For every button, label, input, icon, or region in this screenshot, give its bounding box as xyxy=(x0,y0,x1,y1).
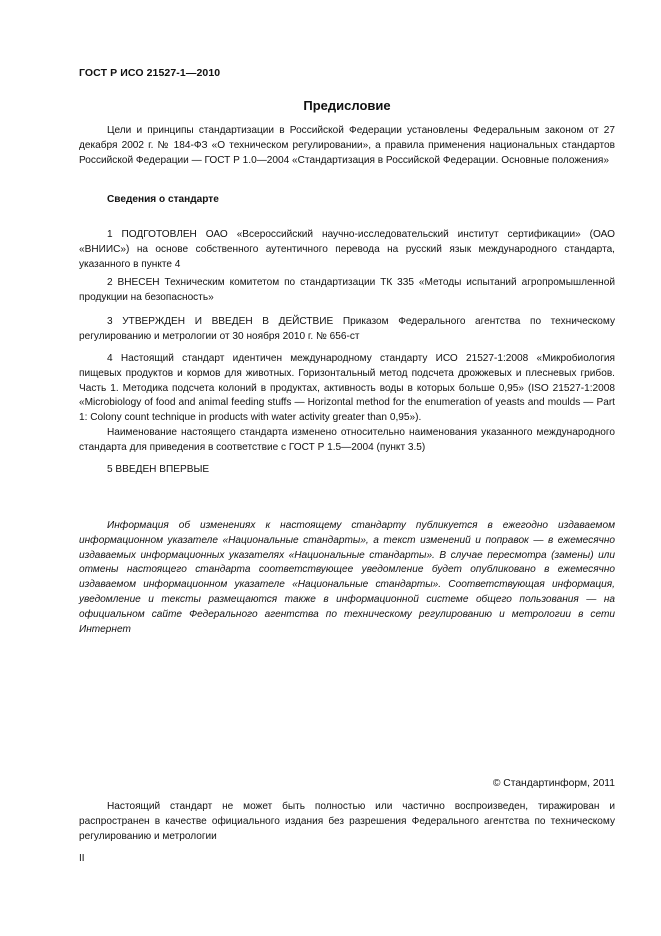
copyright-line: © Стандартинформ, 2011 xyxy=(492,778,615,789)
info-notice-paragraph: Информация об изменениях к настоящему стандарту публикуется в ежегодно издаваемом информационном указателе «Национальные стандарты», а текст изменений и поправок — в ежемесячно издаваемых информационных указателях «Национальные стандарты». В случае пересмотра (замены) или отмены настоящего стандарта соответствующее уведомление будет опубликовано в ежемесячно издаваемом информационном указателе «Национальные стандарты». Соответствующая информация, уведомление и тексты размещаются также в информационной системе общего пользования — на официальном сайте Федерального агентства по техническому регулированию и метрологии в сети Интернет xyxy=(79,520,615,635)
item-2-block xyxy=(79,276,615,306)
item-2-paragraph: 2 ВНЕСЕН Техническим комитетом по стандартизации ТК 335 «Методы испытаний агропромышленной продукции на безопасность» xyxy=(79,277,615,303)
page-title: Предисловие xyxy=(303,98,391,113)
reproduction-notice-paragraph: Настоящий стандарт не может быть полностью или частично воспроизведен, тиражирован и распространен в качестве официального издания без разрешения Федерального агентства по техническому регулированию и метрологии xyxy=(79,801,615,842)
intro-block xyxy=(79,124,615,168)
section-subheading: Сведения о стандарте xyxy=(107,194,219,205)
subheading-block xyxy=(79,193,615,208)
item-4-paragraph: 4 Настоящий стандарт идентичен международному стандарту ИСО 21527-1:2008 «Микробиология пищевых продуктов и кормов для животных. Горизонтальный метод подсчета дрожжевых и плесневых грибов. Часть 1. Методика подсчета колоний в продуктах, активность воды в которых больше 0,95» (ISO 21527-1:2008 «Microbiology of food and animal feeding stuffs — Horizontal method for the enumeration of yeasts and moulds — Part 1: Colony count technique in products with water activity greater than 0,95»). xyxy=(79,353,615,424)
item-5-paragraph: 5 ВВЕДЕН ВПЕРВЫЕ xyxy=(107,464,210,475)
item-1-block xyxy=(79,228,615,272)
item-4-block xyxy=(79,352,615,456)
page-number: II xyxy=(79,853,85,864)
item-5-block xyxy=(79,463,615,478)
intro-paragraph: Цели и принципы стандартизации в Российской Федерации установлены Федеральным законом от 27 декабря 2002 г. № 184-ФЗ «О техническом регулировании», а правила применения национальных стандартов Российской Федерации — ГОСТ Р 1.0—2004 «Стандартизация в Российской Федерации. Основные положения» xyxy=(79,125,615,166)
item-3-paragraph: 3 УТВЕРЖДЕН И ВВЕДЕН В ДЕЙСТВИЕ Приказом Федерального агентства по техническому регулированию и метрологии от 30 ноября 2010 г. № 656-ст xyxy=(79,316,615,342)
item-3-block xyxy=(79,315,615,345)
item-4-note-paragraph: Наименование настоящего стандарта изменено относительно наименования указанного международного стандарта для приведения в соответствие с ГОСТ Р 1.5—2004 (пункт 3.5) xyxy=(79,426,615,453)
item-1-paragraph: 1 ПОДГОТОВЛЕН ОАО «Всероссийский научно-исследовательский институт сертификации» (ОАО «ВНИИС») на основе собственного аутентичного перевода на русский язык международного стандарта, указанного в пункте 4 xyxy=(79,229,615,270)
reproduction-notice-block xyxy=(79,800,615,844)
standard-code-header: ГОСТ Р ИСО 21527-1—2010 xyxy=(79,67,221,79)
info-notice-block xyxy=(79,519,615,637)
